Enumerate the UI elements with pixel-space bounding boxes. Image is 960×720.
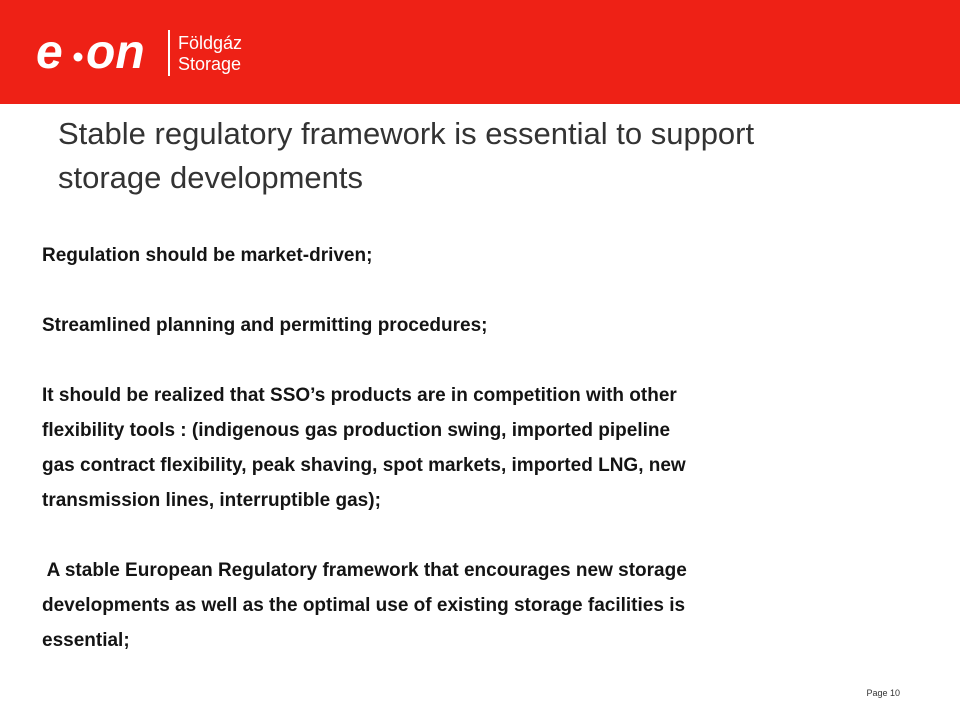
title-line-1: Stable regulatory framework is essential to support bbox=[58, 116, 755, 151]
eon-logo bbox=[36, 28, 166, 78]
paragraph-line: transmission lines, interruptible gas); bbox=[42, 490, 381, 511]
paragraph-competition bbox=[42, 378, 922, 518]
paragraph-line: Regulation should be market-driven; bbox=[42, 245, 373, 266]
slide-body bbox=[42, 238, 922, 658]
header-bar bbox=[0, 0, 960, 104]
paragraph-line: gas contract flexibility, peak shaving, spot markets, imported LNG, new bbox=[42, 455, 686, 476]
paragraph-line: A stable European Regulatory framework that encourages new storage bbox=[42, 560, 687, 581]
paragraph-european-framework bbox=[42, 553, 922, 658]
paragraph-line: Streamlined planning and permitting procedures; bbox=[42, 315, 488, 336]
paragraph-market-driven bbox=[42, 238, 922, 273]
page-number: Page 10 bbox=[866, 688, 900, 698]
subbrand bbox=[178, 33, 242, 75]
paragraph-line: developments as well as the optimal use of existing storage facilities is bbox=[42, 595, 686, 616]
title-line-2: storage developments bbox=[58, 160, 364, 195]
logo-divider bbox=[168, 30, 170, 76]
svg-text:e: e bbox=[36, 28, 63, 78]
paragraph-line: It should be realized that SSO’s products are in competition with other bbox=[42, 385, 677, 406]
paragraph-line: essential; bbox=[42, 630, 130, 651]
subbrand-line2: Storage bbox=[178, 54, 242, 74]
subbrand-line1: Földgáz bbox=[178, 33, 243, 53]
paragraph-line: flexibility tools : (indigenous gas production swing, imported pipeline bbox=[42, 420, 671, 441]
svg-text:on: on bbox=[86, 28, 145, 78]
slide-title bbox=[58, 112, 918, 200]
paragraph-planning bbox=[42, 308, 922, 343]
